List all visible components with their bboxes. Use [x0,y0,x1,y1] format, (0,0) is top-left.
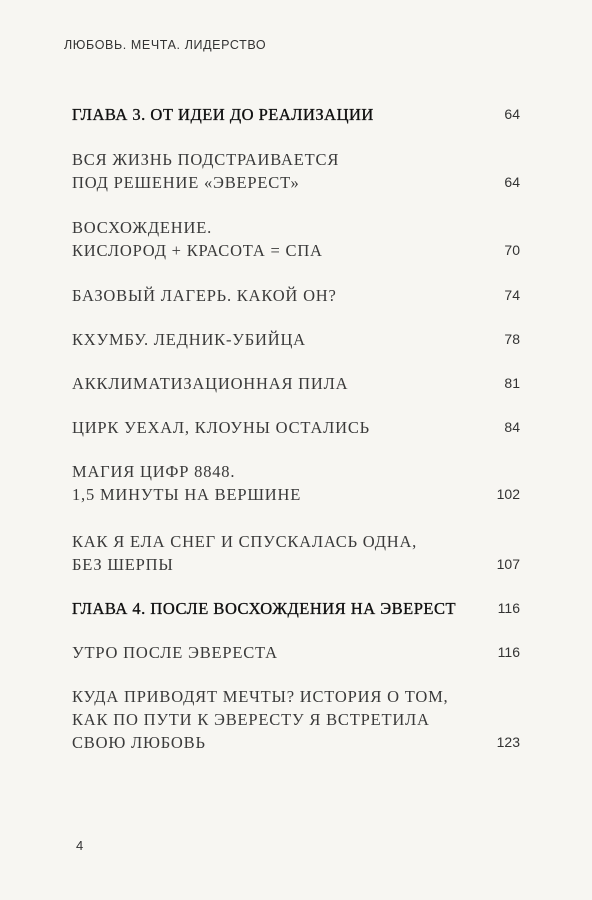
toc-section-entry [72,372,520,395]
toc-section-entry [72,530,520,576]
toc-entry-title-line: ГЛАВА 4. ПОСЛЕ ВОСХОЖДЕНИЯ НА ЭВЕРЕСТ [72,599,457,618]
toc-section-entry [72,460,520,506]
toc-section-entry [72,416,520,439]
toc-entry-title [72,530,442,576]
toc-entry-title-line: ЦИРК УЕХАЛ, КЛОУНЫ ОСТАЛИСЬ [72,418,370,437]
toc-entry-page: 102 [496,486,520,502]
toc-entry-page: 74 [504,287,520,303]
toc-entry-title [72,460,442,506]
toc-entry-title-line: СВОЮ ЛЮБОВЬ [72,733,206,752]
toc-entry-title-line: КХУМБУ. ЛЕДНИК-УБИЙЦА [72,330,306,349]
toc-entry-title-line: АККЛИМАТИЗАЦИОННАЯ ПИЛА [72,374,349,393]
toc-entry-title [72,148,442,194]
toc-entry-title-line: ВОСХОЖДЕНИЕ. [72,218,213,237]
toc-section-entry [72,148,520,194]
toc-entry-title-line: 1,5 МИНУТЫ НА ВЕРШИНЕ [72,485,302,504]
toc-entry-title [72,597,457,620]
toc-entry-title-line: ВСЯ ЖИЗНЬ ПОДСТРАИВАЕТСЯ [72,150,340,169]
toc-chapter-entry [72,103,520,126]
toc-entry-title-line: КАК ПО ПУТИ К ЭВЕРЕСТУ Я ВСТРЕТИЛА [72,710,430,729]
toc-entry-title [72,284,442,307]
toc-entry-title [72,328,442,351]
toc-entry-title [72,216,442,262]
toc-entry-page: 64 [504,106,520,122]
toc-entry-title [72,103,442,126]
toc-entry-title [72,685,449,754]
toc-entry-page: 70 [504,242,520,258]
toc-section-entry [72,284,520,307]
toc-section-entry [72,216,520,262]
toc-entry-title-line: УТРО ПОСЛЕ ЭВЕРЕСТА [72,643,278,662]
toc-entry-title-line: МАГИЯ ЦИФР 8848. [72,462,236,481]
toc-entry-title-line: КУДА ПРИВОДЯТ МЕЧТЫ? ИСТОРИЯ О ТОМ, [72,687,449,706]
toc-entry-page: 123 [496,734,520,750]
toc-entry-title-line: КИСЛОРОД + КРАСОТА = СПА [72,241,323,260]
toc-entry-title-line: ПОД РЕШЕНИЕ «ЭВЕРЕСТ» [72,173,300,192]
running-head: ЛЮБОВЬ. МЕЧТА. ЛИДЕРСТВО [64,38,267,52]
toc-entry-title-line: ГЛАВА 3. ОТ ИДЕИ ДО РЕАЛИЗАЦИИ [72,105,374,124]
toc-entry-page: 64 [504,174,520,190]
toc-section-entry [72,641,520,664]
toc-chapter-entry [72,597,520,620]
page-number: 4 [76,838,84,853]
toc-entry-page: 107 [496,556,520,572]
toc-entry-title [72,372,442,395]
toc-entry-title [72,641,442,664]
toc-entry-page: 84 [504,419,520,435]
toc-entry-page: 116 [497,600,520,616]
toc-entry-page: 78 [504,331,520,347]
toc-entry-page: 81 [504,375,520,391]
toc-entry-title [72,416,442,439]
toc-entry-title-line: КАК Я ЕЛА СНЕГ И СПУСКАЛАСЬ ОДНА, [72,532,418,551]
toc-entry-page: 116 [497,644,520,660]
toc-section-entry [72,328,520,351]
toc-entry-title-line: БАЗОВЫЙ ЛАГЕРЬ. КАКОЙ ОН? [72,286,337,305]
toc-entry-title-line: БЕЗ ШЕРПЫ [72,555,174,574]
toc-section-entry [72,685,520,754]
